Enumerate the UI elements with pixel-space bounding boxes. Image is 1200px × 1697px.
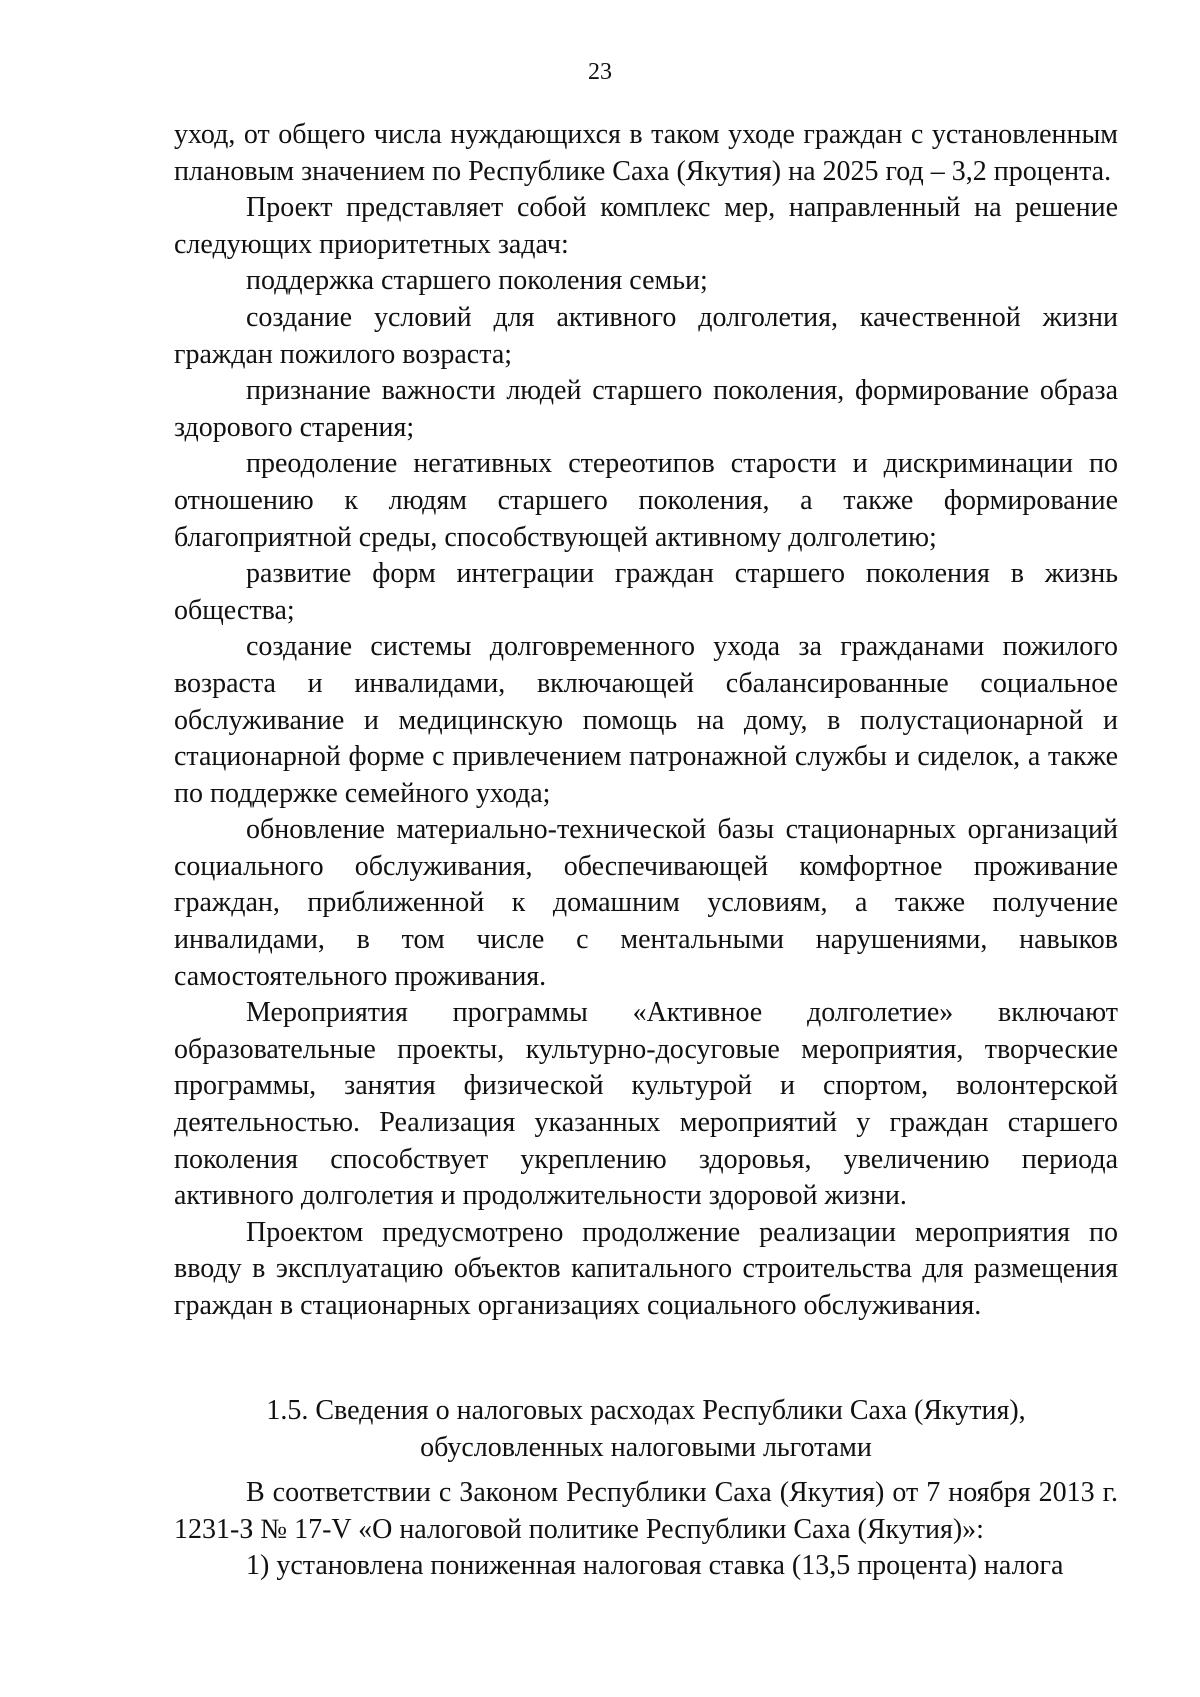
page-number: 23	[588, 59, 612, 85]
section-heading-line: 1.5. Сведения о налоговых расходах Республики Саха (Якутия),	[266, 1395, 1026, 1426]
paragraph: В соответствии с Законом Республики Саха (Якутия) от 7 ноября 2013 г. 1231-З № 17-V «О налоговой политике Республики Саха (Якутия)»:	[174, 1477, 1118, 1545]
list-item: обновление материально-технической базы стационарных организаций социального обслуживания, обеспечивающей комфортное проживание граждан, приближенной к домашним условиям, а также получение инвалидами, в том числе с ментальными нарушениями, навыков самостоятельного проживания.	[174, 814, 1118, 992]
list-item: поддержка старшего поколения семьи;	[246, 265, 708, 297]
body-text	[174, 117, 1118, 1325]
paragraph: Проектом предусмотрено продолжение реализации мероприятия по вводу в эксплуатацию объектов капитального строительства для размещения граждан в стационарных организациях социального обслуживания.	[174, 1216, 1118, 1321]
list-item: создание условий для активного долголетия, качественной жизни граждан пожилого возраста;	[174, 301, 1118, 370]
list-item: признание важности людей старшего поколения, формирование образа здорового старения;	[174, 375, 1118, 443]
section-body-text	[174, 1475, 1118, 1585]
paragraph: Мероприятия программы «Активное долголетие» включают образовательные проекты, культурно-досуговые мероприятия, творческие программы, занятия физической культурой и спортом, волонтерской деятельностью. Реализация указанных мероприятий у граждан старшего поколения способствует укреплению здоровья, увеличению периода активного долголетия и продолжительности здоровой жизни.	[174, 997, 1118, 1212]
paragraph: Проект представляет собой комплекс мер, направленный на решение следующих приоритетных задач:	[174, 192, 1118, 260]
list-item: преодоление негативных стереотипов старости и дискриминации по отношению к людям старшего поколения, а также формирование благоприятной среды, способствующей активному долголетию;	[174, 448, 1118, 553]
paragraph: 1) установлена пониженная налоговая ставка (13,5 процента) налога	[246, 1550, 1064, 1582]
section-heading	[174, 1393, 1118, 1466]
section-heading-line: обусловленных налоговыми льготами	[420, 1431, 872, 1463]
list-item: создание системы долговременного ухода за гражданами пожилого возраста и инвалидами, включающей сбалансированные социальное обслуживание и медицинскую помощь на дому, в полустационарной и стационарной форме с привлечением патронажной службы и сиделок, а также по поддержке семейного ухода;	[174, 631, 1118, 809]
list-item: развитие форм интеграции граждан старшего поколения в жизнь общества;	[174, 558, 1118, 626]
paragraph: уход, от общего числа нуждающихся в таком уходе граждан с установленным плановым значением по Республике Саха (Якутия) на 2025 год – 3,2 процента.	[174, 119, 1118, 187]
